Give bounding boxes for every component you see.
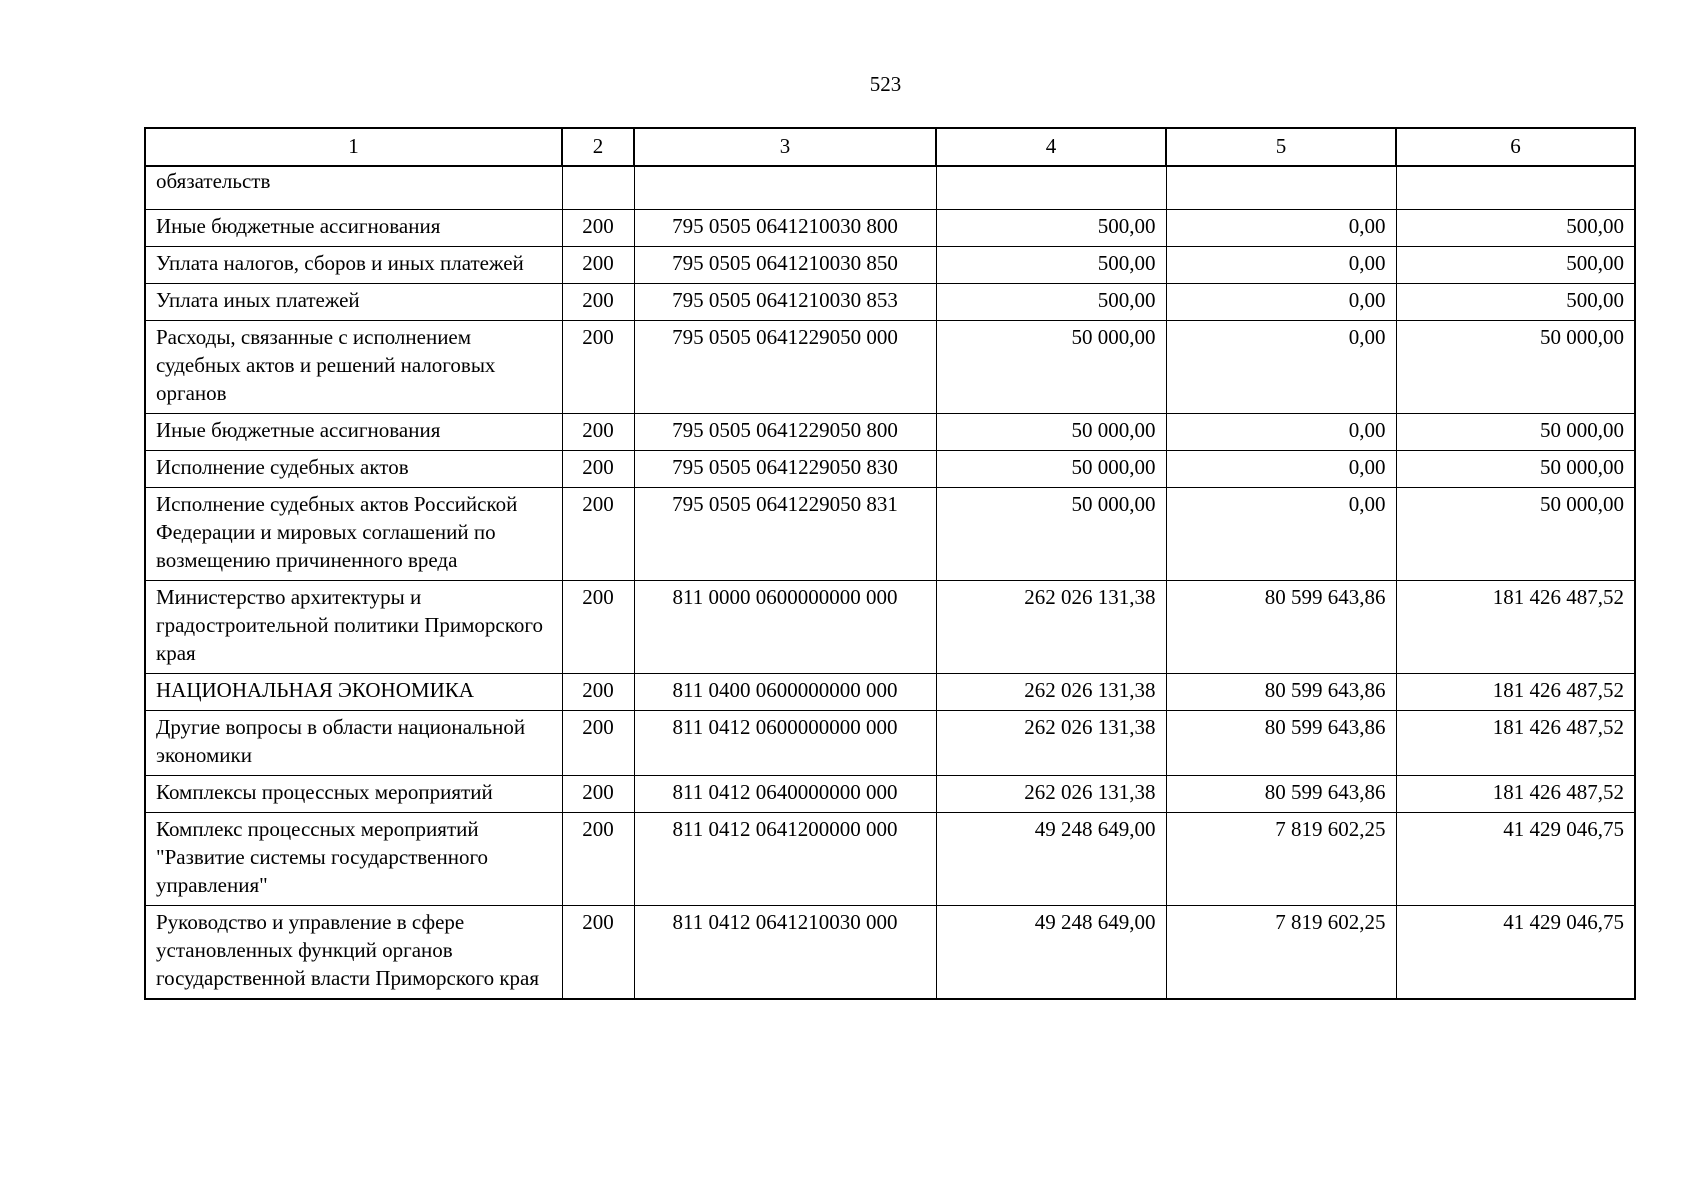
row-col4-cell: 49 248 649,00 bbox=[936, 906, 1166, 1000]
row-kbk-cell: 795 0505 0641210030 800 bbox=[634, 210, 936, 247]
row-name-cell: Уплата налогов, сборов и иных платежей bbox=[145, 247, 562, 284]
column-header-1: 1 bbox=[145, 128, 562, 166]
row-col5-cell: 0,00 bbox=[1166, 284, 1396, 321]
row-col6-cell: 500,00 bbox=[1396, 210, 1635, 247]
row-kbk-cell: 811 0412 0640000000 000 bbox=[634, 776, 936, 813]
row-col4-cell: 50 000,00 bbox=[936, 488, 1166, 581]
row-col5-cell: 0,00 bbox=[1166, 451, 1396, 488]
row-col4-cell: 500,00 bbox=[936, 210, 1166, 247]
row-col6-cell: 50 000,00 bbox=[1396, 414, 1635, 451]
row-kbk-cell bbox=[634, 166, 936, 210]
row-code-cell: 200 bbox=[562, 414, 634, 451]
row-col4-cell: 50 000,00 bbox=[936, 414, 1166, 451]
row-col4-cell: 262 026 131,38 bbox=[936, 581, 1166, 674]
row-kbk-cell: 795 0505 0641229050 831 bbox=[634, 488, 936, 581]
row-col5-cell: 0,00 bbox=[1166, 247, 1396, 284]
row-code-cell: 200 bbox=[562, 674, 634, 711]
row-col5-cell: 80 599 643,86 bbox=[1166, 711, 1396, 776]
column-header-3: 3 bbox=[634, 128, 936, 166]
row-kbk-cell: 795 0505 0641229050 800 bbox=[634, 414, 936, 451]
row-kbk-cell: 795 0505 0641229050 000 bbox=[634, 321, 936, 414]
row-kbk-cell: 811 0400 0600000000 000 bbox=[634, 674, 936, 711]
table-row bbox=[145, 284, 1635, 321]
row-kbk-cell: 811 0412 0641210030 000 bbox=[634, 906, 936, 1000]
row-name-cell: Иные бюджетные ассигнования bbox=[145, 210, 562, 247]
row-col5-cell bbox=[1166, 166, 1396, 210]
row-code-cell: 200 bbox=[562, 813, 634, 906]
row-col4-cell: 50 000,00 bbox=[936, 321, 1166, 414]
row-col5-cell: 0,00 bbox=[1166, 321, 1396, 414]
row-col5-cell: 7 819 602,25 bbox=[1166, 906, 1396, 1000]
row-code-cell bbox=[562, 166, 634, 210]
row-col6-cell: 50 000,00 bbox=[1396, 488, 1635, 581]
row-name-cell: Исполнение судебных актов bbox=[145, 451, 562, 488]
row-col6-cell: 50 000,00 bbox=[1396, 321, 1635, 414]
row-name-cell: Расходы, связанные с исполнением судебных актов и решений налоговых органов bbox=[145, 321, 562, 414]
row-col6-cell: 41 429 046,75 bbox=[1396, 813, 1635, 906]
row-col6-cell: 500,00 bbox=[1396, 284, 1635, 321]
row-col4-cell: 500,00 bbox=[936, 284, 1166, 321]
row-kbk-cell: 811 0000 0600000000 000 bbox=[634, 581, 936, 674]
page-number: 523 bbox=[869, 72, 902, 96]
row-name-cell: Исполнение судебных актов Российской Федерации и мировых соглашений по возмещению причиненного вреда bbox=[145, 488, 562, 581]
table-row bbox=[145, 247, 1635, 284]
table-row bbox=[145, 210, 1635, 247]
row-col4-cell bbox=[936, 166, 1166, 210]
row-name-cell: обязательств bbox=[145, 166, 562, 210]
row-name-cell: Иные бюджетные ассигнования bbox=[145, 414, 562, 451]
row-name-cell: Другие вопросы в области национальной экономики bbox=[145, 711, 562, 776]
column-header-2: 2 bbox=[562, 128, 634, 166]
row-code-cell: 200 bbox=[562, 776, 634, 813]
row-col4-cell: 262 026 131,38 bbox=[936, 776, 1166, 813]
table-row bbox=[145, 906, 1635, 1000]
row-col6-cell: 50 000,00 bbox=[1396, 451, 1635, 488]
row-col4-cell: 500,00 bbox=[936, 247, 1166, 284]
table-row bbox=[145, 488, 1635, 581]
table-row bbox=[145, 321, 1635, 414]
row-col6-cell: 41 429 046,75 bbox=[1396, 906, 1635, 1000]
row-col5-cell: 0,00 bbox=[1166, 414, 1396, 451]
row-code-cell: 200 bbox=[562, 581, 634, 674]
row-name-cell: НАЦИОНАЛЬНАЯ ЭКОНОМИКА bbox=[145, 674, 562, 711]
row-name-cell: Министерство архитектуры и градостроительной политики Приморского края bbox=[145, 581, 562, 674]
table-row bbox=[145, 674, 1635, 711]
table-row bbox=[145, 581, 1635, 674]
row-name-cell: Уплата иных платежей bbox=[145, 284, 562, 321]
row-col6-cell bbox=[1396, 166, 1635, 210]
row-col6-cell: 181 426 487,52 bbox=[1396, 581, 1635, 674]
row-col4-cell: 50 000,00 bbox=[936, 451, 1166, 488]
row-code-cell: 200 bbox=[562, 488, 634, 581]
column-header-4: 4 bbox=[936, 128, 1166, 166]
row-kbk-cell: 795 0505 0641210030 853 bbox=[634, 284, 936, 321]
row-code-cell: 200 bbox=[562, 451, 634, 488]
row-kbk-cell: 795 0505 0641210030 850 bbox=[634, 247, 936, 284]
row-col6-cell: 181 426 487,52 bbox=[1396, 711, 1635, 776]
row-col4-cell: 49 248 649,00 bbox=[936, 813, 1166, 906]
table-row bbox=[145, 414, 1635, 451]
row-col5-cell: 80 599 643,86 bbox=[1166, 581, 1396, 674]
row-name-cell: Комплексы процессных мероприятий bbox=[145, 776, 562, 813]
column-header-6: 6 bbox=[1396, 128, 1635, 166]
row-name-cell: Руководство и управление в сфере установленных функций органов государственной власти Приморского края bbox=[145, 906, 562, 1000]
table-row bbox=[145, 451, 1635, 488]
budget-table bbox=[144, 127, 1636, 1000]
row-kbk-cell: 795 0505 0641229050 830 bbox=[634, 451, 936, 488]
row-col5-cell: 0,00 bbox=[1166, 210, 1396, 247]
row-code-cell: 200 bbox=[562, 711, 634, 776]
row-kbk-cell: 811 0412 0641200000 000 bbox=[634, 813, 936, 906]
header-row bbox=[145, 128, 1635, 166]
row-col4-cell: 262 026 131,38 bbox=[936, 674, 1166, 711]
row-code-cell: 200 bbox=[562, 321, 634, 414]
row-col6-cell: 500,00 bbox=[1396, 247, 1635, 284]
table-row bbox=[145, 711, 1635, 776]
row-col5-cell: 80 599 643,86 bbox=[1166, 674, 1396, 711]
row-code-cell: 200 bbox=[562, 906, 634, 1000]
row-col5-cell: 7 819 602,25 bbox=[1166, 813, 1396, 906]
row-kbk-cell: 811 0412 0600000000 000 bbox=[634, 711, 936, 776]
row-name-cell: Комплекс процессных мероприятий "Развитие системы государственного управления" bbox=[145, 813, 562, 906]
column-header-5: 5 bbox=[1166, 128, 1396, 166]
table-row bbox=[145, 776, 1635, 813]
table-row bbox=[145, 813, 1635, 906]
row-col4-cell: 262 026 131,38 bbox=[936, 711, 1166, 776]
row-code-cell: 200 bbox=[562, 284, 634, 321]
row-col6-cell: 181 426 487,52 bbox=[1396, 776, 1635, 813]
row-col5-cell: 0,00 bbox=[1166, 488, 1396, 581]
row-code-cell: 200 bbox=[562, 210, 634, 247]
row-col5-cell: 80 599 643,86 bbox=[1166, 776, 1396, 813]
table-row bbox=[145, 166, 1635, 210]
row-code-cell: 200 bbox=[562, 247, 634, 284]
row-col6-cell: 181 426 487,52 bbox=[1396, 674, 1635, 711]
